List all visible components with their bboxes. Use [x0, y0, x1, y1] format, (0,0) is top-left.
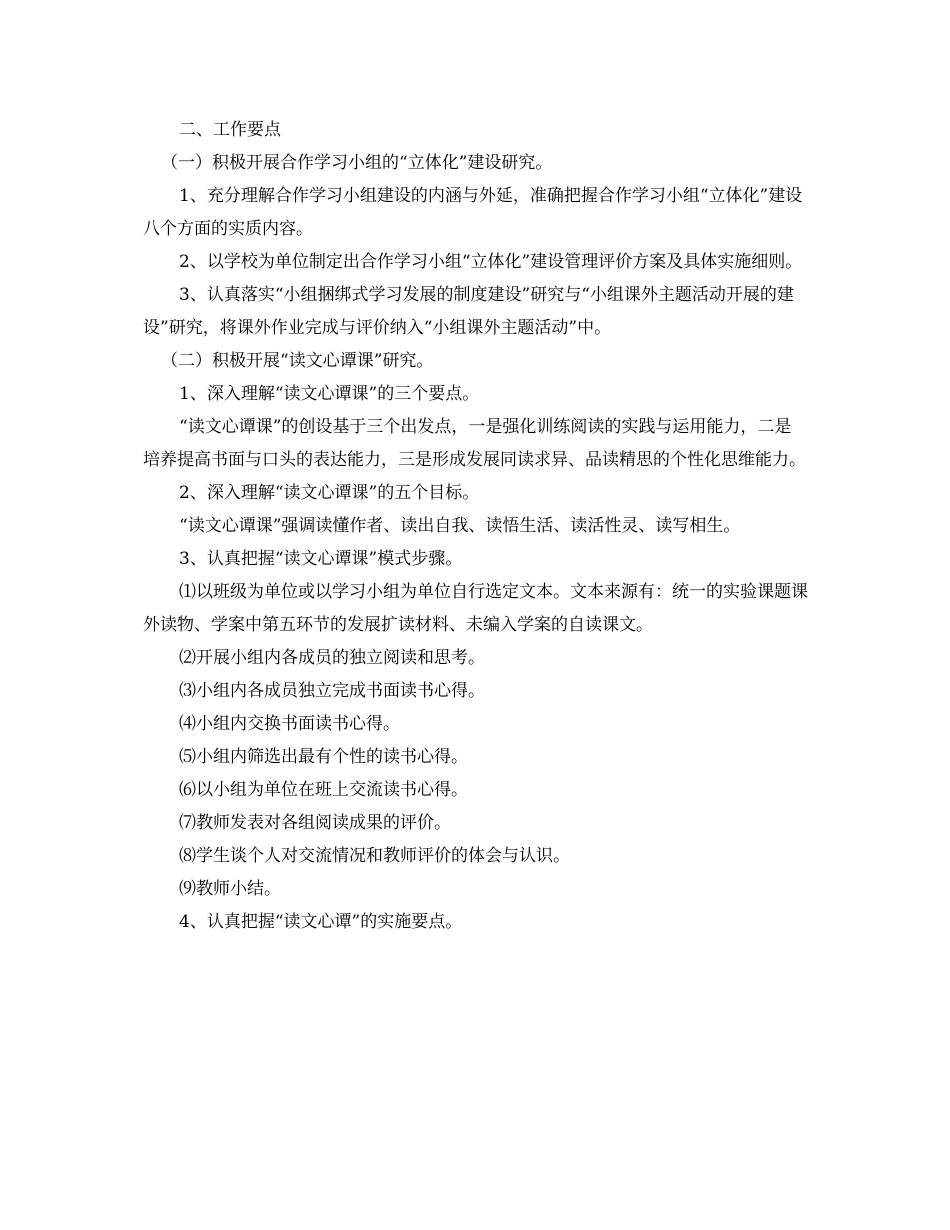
document-page — [143, 114, 808, 939]
subsection-heading-2: （二）积极开展“读文心谭课”研究。 — [161, 351, 434, 371]
section-heading: 二、工作要点 — [179, 120, 281, 140]
paragraph: 3、认真把握“读文心谭课”模式步骤。 — [179, 549, 463, 569]
list-item: ⑷小组内交换书面读书心得。 — [179, 714, 400, 734]
paragraph: 4、认真把握“读文心谭”的实施要点。 — [179, 912, 463, 932]
paragraph: 2、以学校为单位制定出合作学习小组“立体化”建设管理评价方案及具体实施细则。 — [179, 252, 803, 272]
paragraph: 1、深入理解“读文心谭课”的三个要点。 — [179, 384, 480, 404]
list-item: ⑼教师小结。 — [179, 879, 281, 899]
list-item: ⑴以班级为单位或以学习小组为单位自行选定文本。文本来源有：统一的实验课题课外读物、学案中第五环节的发展扩读材料、未编入学案的自读课文。 — [143, 582, 808, 635]
paragraph: 2、深入理解“读文心谭课”的五个目标。 — [179, 483, 480, 503]
list-item: ⑸小组内筛选出最有个性的读书心得。 — [179, 747, 468, 767]
subsection-heading-1: （一）积极开展合作学习小组的“立体化”建设研究。 — [161, 153, 553, 173]
list-item: ⑶小组内各成员独立完成书面读书心得。 — [179, 681, 485, 701]
list-item: ⑻学生谈个人对交流情况和教师评价的体会与认识。 — [179, 846, 570, 866]
paragraph: 1、充分理解合作学习小组建设的内涵与外延，准确把握合作学习小组“立体化”建设八个方面的实质内容。 — [143, 186, 803, 239]
paragraph: “读文心谭课”强调读懂作者、读出自我、读悟生活、读活性灵、读写相生。 — [179, 516, 741, 536]
paragraph: “读文心谭课”的创设基于三个出发点，一是强化训练阅读的实践与运用能力，二是培养提高书面与口头的表达能力，三是形成发展同读求异、品读精思的个性化思维能力。 — [143, 417, 806, 470]
paragraph: 3、认真落实“小组捆绑式学习发展的制度建设”研究与“小组课外主题活动开展的建设”研究，将课外作业完成与评价纳入“小组课外主题活动”中。 — [143, 285, 794, 338]
list-item: ⑹以小组为单位在班上交流读书心得。 — [179, 780, 468, 800]
list-item: ⑺教师发表对各组阅读成果的评价。 — [179, 813, 451, 833]
list-item: ⑵开展小组内各成员的独立阅读和思考。 — [179, 648, 485, 668]
